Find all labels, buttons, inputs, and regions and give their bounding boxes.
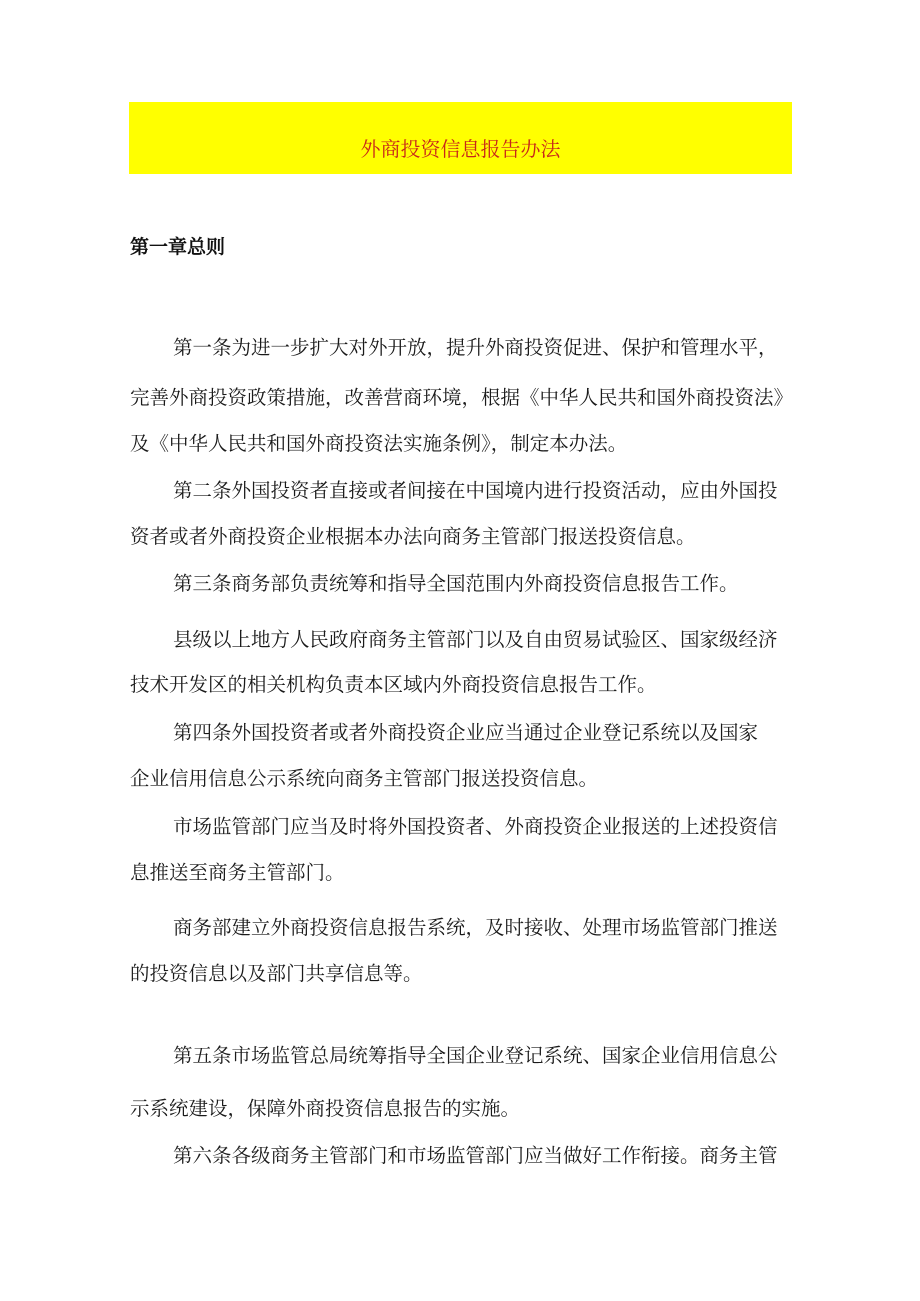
paragraph-line: 市场监管部门应当及时将外国投资者、外商投资企业报送的上述投资信 bbox=[173, 815, 778, 838]
paragraph-line: 技术开发区的相关机构负责本区域内外商投资信息报告工作。 bbox=[130, 673, 657, 696]
document-title: 外商投资信息报告办法 bbox=[360, 137, 561, 161]
paragraph-line: 息推送至商务主管部门。 bbox=[130, 861, 345, 884]
paragraph-line: 第三条商务部负责统筹和指导全国范围内外商投资信息报告工作。 bbox=[173, 572, 739, 595]
paragraph-line: 资者或者外商投资企业根据本办法向商务主管部门报送投资信息。 bbox=[130, 525, 696, 548]
chapter-heading: 第一章总则 bbox=[130, 236, 226, 258]
paragraph-line: 企业信用信息公示系统向商务主管部门报送投资信息。 bbox=[130, 767, 599, 790]
paragraph-line: 完善外商投资政策措施，改善营商环境，根据《中华人民共和国外商投资法》 bbox=[130, 386, 794, 409]
paragraph-line: 商务部建立外商投资信息报告系统，及时接收、处理市场监管部门推送 bbox=[173, 916, 778, 939]
paragraph-line: 示系统建设，保障外商投资信息报告的实施。 bbox=[130, 1097, 521, 1120]
paragraph-line: 的投资信息以及部门共享信息等。 bbox=[130, 962, 423, 985]
paragraph-line: 县级以上地方人民政府商务主管部门以及自由贸易试验区、国家级经济 bbox=[173, 628, 778, 651]
paragraph-line: 第一条为进一步扩大对外开放，提升外商投资促进、保护和管理水平， bbox=[173, 336, 778, 359]
paragraph-line: 第五条市场监管总局统筹指导全国企业登记系统、国家企业信用信息公 bbox=[173, 1044, 778, 1067]
paragraph-line: 第二条外国投资者直接或者间接在中国境内进行投资活动，应由外国投 bbox=[173, 479, 778, 502]
paragraph-line: 第四条外国投资者或者外商投资企业应当通过企业登记系统以及国家 bbox=[173, 721, 759, 744]
title-band bbox=[129, 102, 792, 174]
paragraph-line: 及《中华人民共和国外商投资法实施条例》，制定本办法。 bbox=[130, 432, 628, 455]
paragraph-line: 第六条各级商务主管部门和市场监管部门应当做好工作衔接。商务主管 bbox=[173, 1144, 778, 1167]
